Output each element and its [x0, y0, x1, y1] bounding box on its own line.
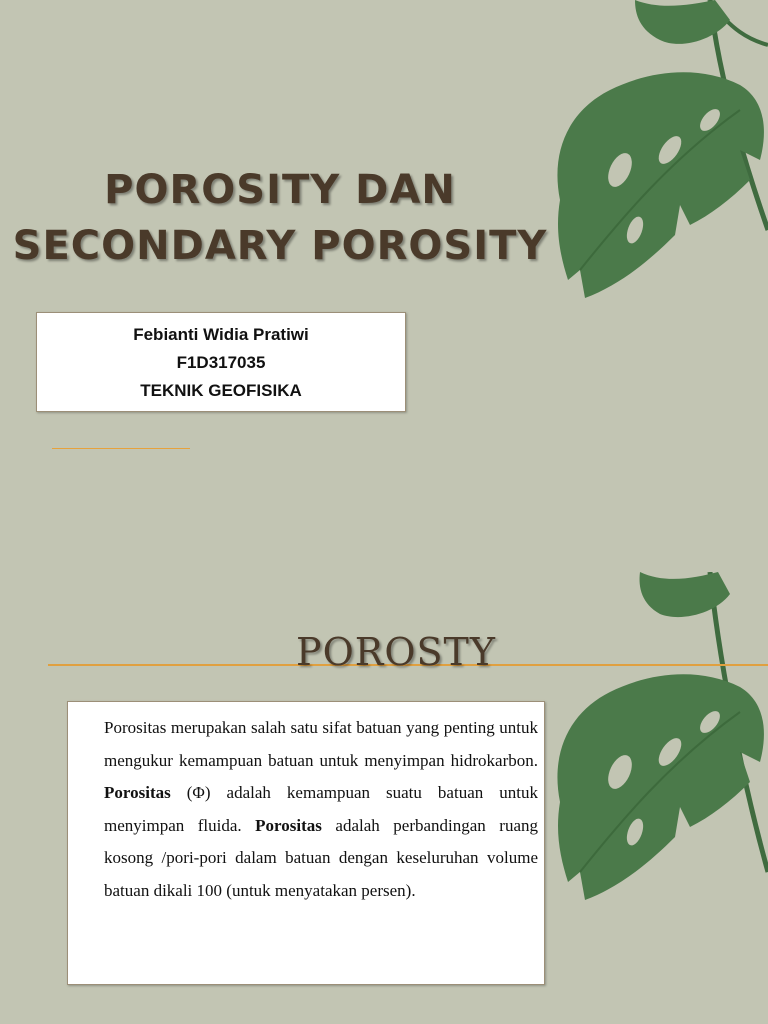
definition-paragraph [104, 712, 538, 907]
title-line-1: POROSITY DAN [104, 167, 456, 213]
paragraph-text: adalah perbandingan ruang kosong /pori-pori dalam batuan dengan keseluruhan volume batuan dikali 100 (untuk menyatakan persen). [104, 815, 538, 900]
term-porositas: Porositas [255, 815, 322, 835]
term-porositas: Porositas [104, 783, 171, 802]
department: TEKNIK GEOFISIKA [140, 381, 302, 400]
slide-2 [0, 512, 768, 1024]
monstera-leaf-icon [540, 572, 768, 1024]
slide-1-title [0, 162, 560, 274]
author-name: Febianti Widia Pratiwi [133, 325, 309, 344]
title-line-2: SECONDARY POROSITY [12, 223, 548, 269]
paragraph-text: (Φ) adalah kemampuan suatu batuan untuk menyimpan fluida. [104, 783, 538, 835]
definition-box [67, 701, 545, 985]
paragraph-text: Porositas merupakan salah satu sifat batuan yang penting untuk mengukur kemampuan batuan untuk menyimpan hidrokarbon. [104, 718, 538, 770]
author-box [36, 312, 406, 412]
accent-divider [52, 448, 190, 449]
student-id: F1D317035 [176, 353, 266, 372]
slide-2-title: POROSTY [296, 630, 496, 674]
monstera-leaf-icon [540, 0, 768, 310]
